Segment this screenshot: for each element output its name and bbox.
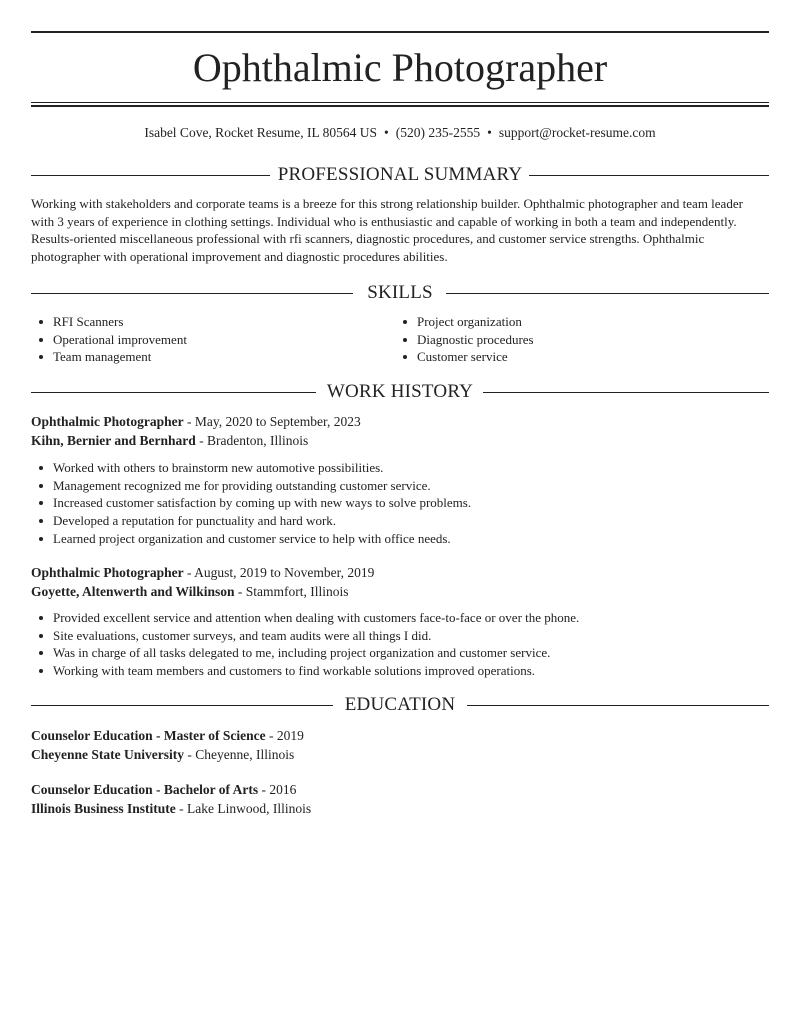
education-school: Cheyenne State University <box>31 747 184 762</box>
job-title-line <box>31 412 361 431</box>
skills-column-right <box>395 313 769 366</box>
education-location: - Cheyenne, Illinois <box>183 747 295 762</box>
contact-separator: • <box>384 125 389 140</box>
skills-column-left <box>31 313 391 366</box>
job-bullet: Increased customer satisfaction by coming up with new ways to solve problems. <box>53 494 769 512</box>
job-role: Ophthalmic Photographer <box>31 414 184 429</box>
job-bullet: Worked with others to brainstorm new automotive possibilities. <box>53 459 769 477</box>
education-location: - Lake Linwood, Illinois <box>175 801 312 816</box>
job-company: Kihn, Bernier and Bernhard <box>31 433 196 448</box>
skill-item: Team management <box>53 348 391 366</box>
heading-rule-right <box>529 175 769 176</box>
education-degree-line <box>31 780 296 799</box>
job-company-line <box>31 582 349 601</box>
skill-item: Diagnostic procedures <box>417 331 769 349</box>
contact-separator: • <box>487 125 492 140</box>
heading-rule-right <box>467 705 769 706</box>
education-degree: Counselor Education - Master of Science <box>31 728 266 743</box>
education-title: EDUCATION <box>344 694 456 715</box>
skills-section-heading <box>31 281 769 305</box>
education-year: - 2016 <box>258 782 297 797</box>
job-title-line <box>31 563 374 582</box>
skill-item: Customer service <box>417 348 769 366</box>
education-school-line <box>31 799 311 818</box>
job-bullet: Site evaluations, customer surveys, and team audits were all things I did. <box>53 627 769 645</box>
work-title: WORK HISTORY <box>326 381 474 402</box>
contact-phone: (520) 235-2555 <box>395 125 481 140</box>
job-bullets <box>31 459 769 548</box>
job-bullet: Provided excellent service and attention when dealing with customers face-to-face or over the phone. <box>53 609 769 627</box>
job-bullets <box>31 609 769 680</box>
contact-email: support@rocket-resume.com <box>498 125 656 140</box>
job-company: Goyette, Altenwerth and Wilkinson <box>31 584 235 599</box>
job-bullet: Developed a reputation for punctuality and hard work. <box>53 512 769 530</box>
header-rule-thick <box>31 105 769 107</box>
job-bullet: Working with team members and customers to find workable solutions improved operations. <box>53 662 769 680</box>
job-bullet: Management recognized me for providing outstanding customer service. <box>53 477 769 495</box>
summary-section-heading <box>31 163 769 187</box>
heading-rule-right <box>446 293 769 294</box>
summary-title: PROFESSIONAL SUMMARY <box>277 164 523 185</box>
education-section-heading <box>31 693 769 717</box>
job-role: Ophthalmic Photographer <box>31 565 184 580</box>
education-degree: Counselor Education - Bachelor of Arts <box>31 782 259 797</box>
education-school-line <box>31 745 294 764</box>
education-year: - 2019 <box>265 728 304 743</box>
header-rule-thin <box>31 102 769 103</box>
skills-title: SKILLS <box>367 282 433 303</box>
job-company-line <box>31 431 308 450</box>
resume-name: Ophthalmic Photographer <box>192 45 608 90</box>
contact-line <box>31 124 769 142</box>
skill-item: RFI Scanners <box>53 313 391 331</box>
job-dates: - May, 2020 to September, 2023 <box>183 414 361 429</box>
heading-rule-right <box>483 392 769 393</box>
job-bullet: Was in charge of all tasks delegated to me, including project organization and customer service. <box>53 644 769 662</box>
contact-address: Isabel Cove, Rocket Resume, IL 80564 US <box>144 125 378 140</box>
skill-item: Operational improvement <box>53 331 391 349</box>
education-degree-line <box>31 726 304 745</box>
education-school: Illinois Business Institute <box>31 801 176 816</box>
summary-text: Working with stakeholders and corporate teams is a breeze for this strong relationship builder. Ophthalmic photographer and team leader with 3 years of experience in clothing settings. Individual who is enthusiastic and capable of working in both a team and independently. Results-oriented miscellaneous professional with rfi scanners, diagnostic procedures, and customer service strengths. Ophthalmic photographer with operational improvement and diagnostic procedures abilities. <box>31 196 743 264</box>
job-bullet: Learned project organization and customer service to help with office needs. <box>53 530 769 548</box>
skill-item: Project organization <box>417 313 769 331</box>
job-dates: - August, 2019 to November, 2019 <box>183 565 375 580</box>
header-top-rule <box>31 31 769 33</box>
work-section-heading <box>31 380 769 404</box>
job-location: - Stammfort, Illinois <box>234 584 349 599</box>
job-location: - Bradenton, Illinois <box>195 433 309 448</box>
